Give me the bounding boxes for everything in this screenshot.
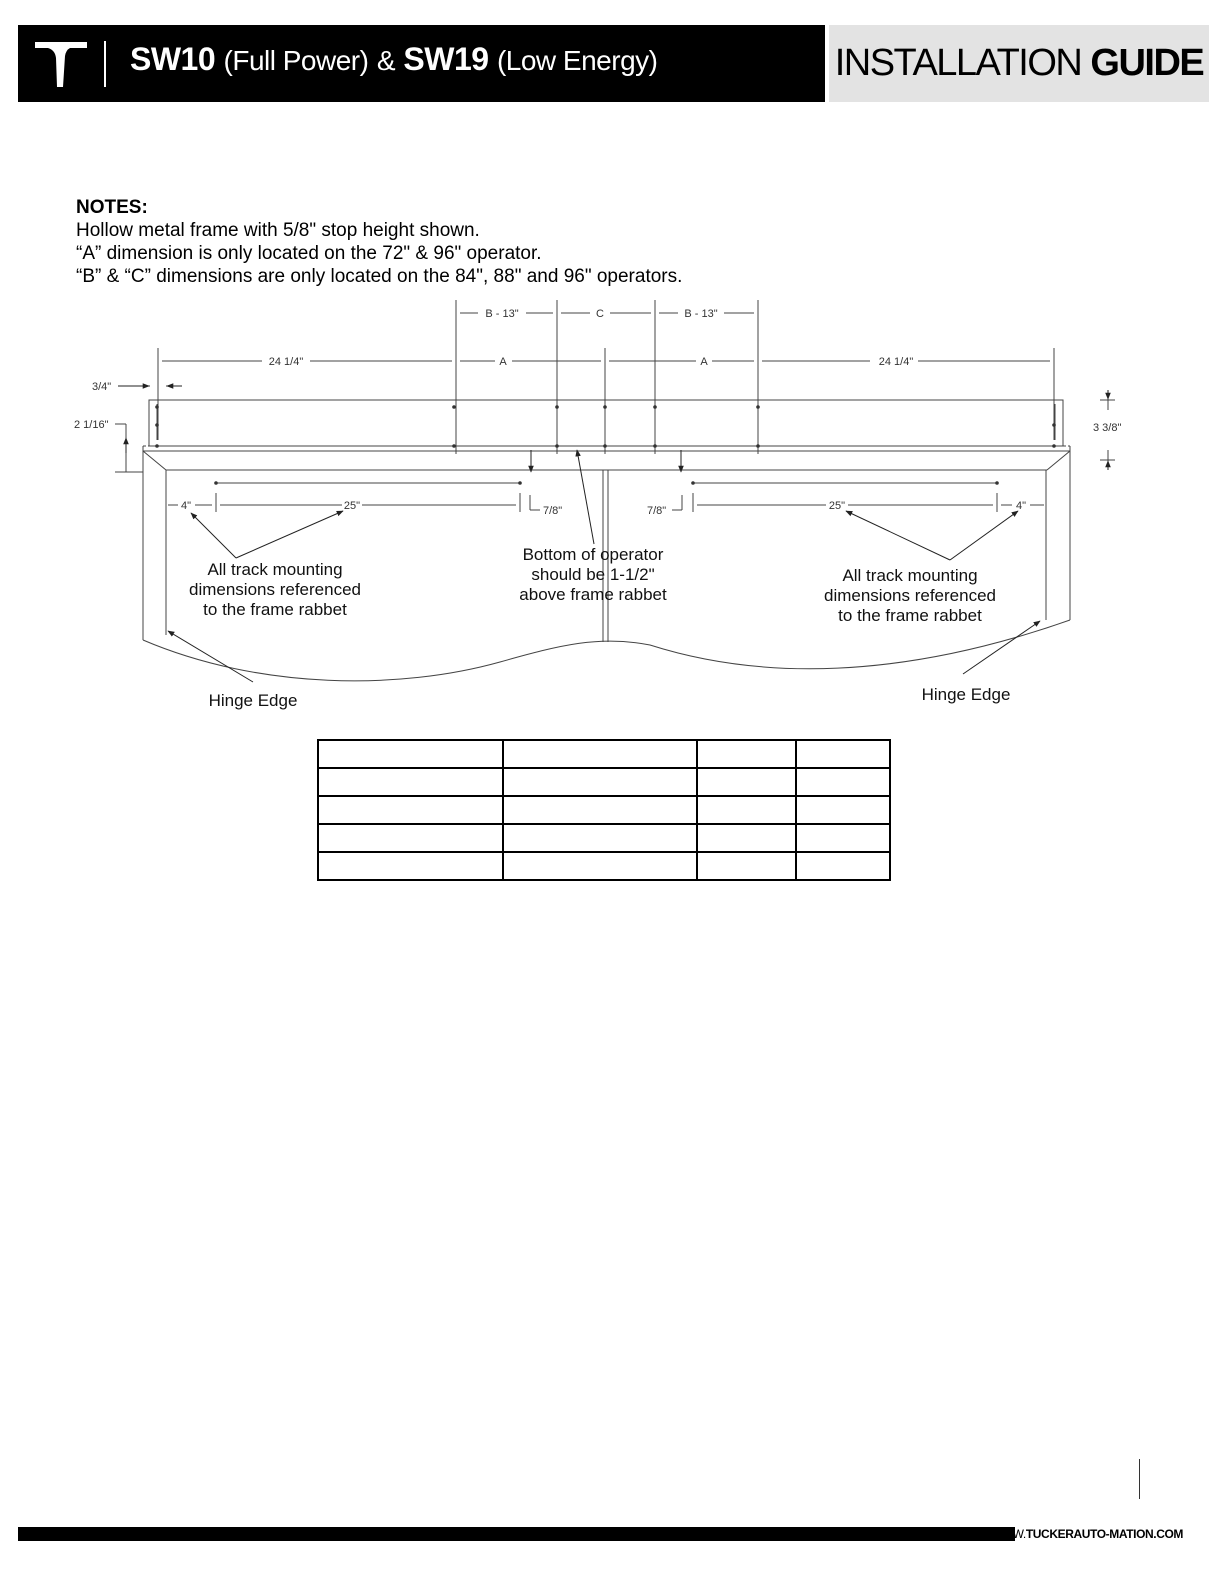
callout-right-track-line: All track mounting [842, 566, 978, 585]
table-cell [503, 852, 697, 880]
dim-left-25: 25" [343, 500, 361, 512]
table-cell [697, 824, 796, 852]
company-logo-icon [34, 39, 94, 89]
model-sw10: SW10 [130, 41, 216, 77]
dim-b-left: B - 13" [485, 308, 519, 320]
guide-title [829, 42, 1209, 85]
header-divider [104, 41, 106, 87]
title-joiner: & [376, 45, 396, 76]
installation-drawing [0, 290, 1225, 730]
table-cell [318, 852, 503, 880]
note-line: “A” dimension is only located on the 72" & 96" operator. [76, 243, 542, 264]
table-cell [697, 768, 796, 796]
callout-left-track-line: dimensions referenced [189, 580, 361, 599]
dim-right-4: 4" [1015, 500, 1027, 512]
table-cell [796, 852, 890, 880]
table-cell [697, 796, 796, 824]
table-row [318, 796, 890, 824]
table-cell [796, 768, 890, 796]
dim-left-4: 4" [180, 500, 192, 512]
guide-banner [829, 25, 1209, 102]
table-row [318, 824, 890, 852]
dim-c: C [596, 308, 604, 320]
website-prefix: WWW. [990, 1527, 1026, 1541]
website-link[interactable] [991, 1527, 1183, 1541]
dim-three-3-8: 3 3/8" [1093, 422, 1122, 434]
callout-right-track-line: dimensions referenced [824, 586, 996, 605]
header-bar [18, 25, 825, 102]
dim-a-left: A [499, 356, 507, 368]
note-line: Hollow metal frame with 5/8" stop height shown. [76, 220, 480, 241]
hinge-edge-right-label: Hinge Edge [921, 685, 1011, 704]
table-cell [503, 740, 697, 768]
dim-right-7-8: 7/8" [647, 505, 667, 517]
table-cell [318, 740, 503, 768]
model-sw19: SW19 [403, 41, 489, 77]
table-cell [318, 824, 503, 852]
notes-heading: NOTES: [76, 197, 148, 218]
table-cell [796, 740, 890, 768]
spec-table [317, 739, 891, 881]
table-cell [318, 796, 503, 824]
model-sw10-desc: (Full Power) [223, 45, 369, 76]
callout-center-line: should be 1-1/2" [531, 565, 655, 584]
product-title [130, 41, 657, 78]
page-marker [1139, 1459, 1140, 1499]
callout-left-track-line: to the frame rabbet [203, 600, 347, 619]
table-row [318, 768, 890, 796]
dim-right-24: 24 1/4" [878, 356, 914, 368]
callout-right-track-line: to the frame rabbet [838, 606, 982, 625]
callout-left-track-line: All track mounting [207, 560, 343, 579]
table-cell [796, 796, 890, 824]
notes-section [76, 196, 682, 288]
dim-two-1-16: 2 1/16" [74, 419, 109, 431]
guide-title-light: INSTALLATION [834, 42, 1082, 84]
hinge-edge-left-label: Hinge Edge [208, 691, 298, 710]
dim-left-7-8: 7/8" [543, 505, 563, 517]
guide-title-bold: GUIDE [1090, 42, 1204, 84]
table-cell [697, 740, 796, 768]
website-domain: TUCKERAUTO-MATION.COM [1025, 1527, 1183, 1541]
table-cell [318, 768, 503, 796]
table-row [318, 852, 890, 880]
callout-center-line: Bottom of operator [522, 545, 664, 564]
dim-b-right: B - 13" [684, 308, 718, 320]
table-cell [697, 852, 796, 880]
callout-center-line: above frame rabbet [519, 585, 667, 604]
dim-right-25: 25" [828, 500, 846, 512]
table-row [318, 740, 890, 768]
table-cell [503, 768, 697, 796]
model-sw19-desc: (Low Energy) [496, 45, 658, 76]
dim-left-24: 24 1/4" [268, 356, 304, 368]
footer-bar [18, 1527, 1015, 1541]
table-cell [503, 796, 697, 824]
table-cell [796, 824, 890, 852]
dim-three-quarter: 3/4" [92, 381, 112, 393]
note-line: “B” & “C” dimensions are only located on the 84", 88" and 96" operators. [76, 266, 683, 287]
table-cell [503, 824, 697, 852]
dim-a-right: A [700, 356, 708, 368]
